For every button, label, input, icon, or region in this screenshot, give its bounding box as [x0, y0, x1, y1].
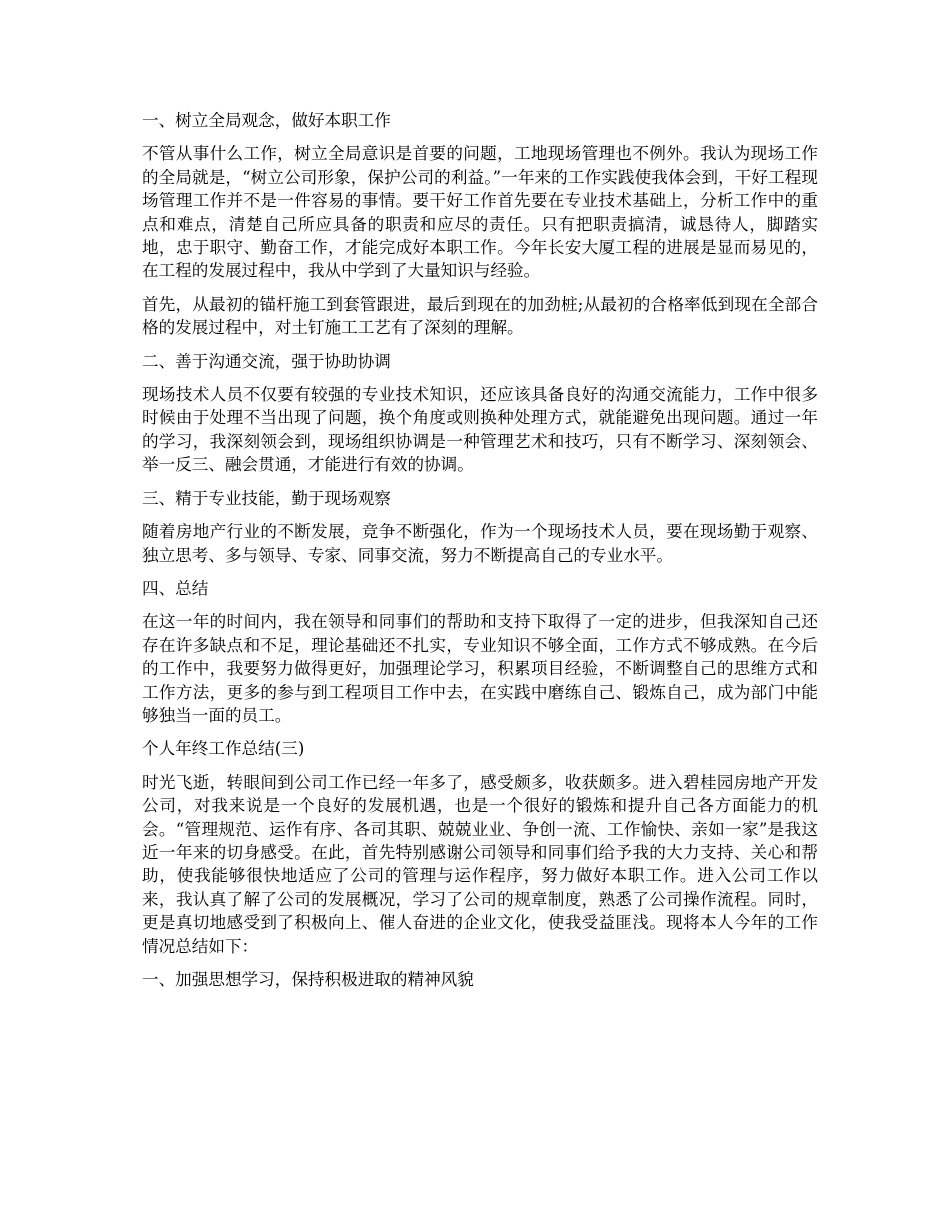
section-heading: 一、加强思想学习，保持积极进取的精神风貌 [142, 970, 474, 989]
section-heading: 二、善于沟通交流，强于协助协调 [142, 351, 391, 371]
body-paragraph: 现场技术人员不仅要有较强的专业技术知识，还应该具备良好的沟通交流能力，工作中很多时候由于处理不当出现了问题，换个角度或则换种处理方式，就能避免出现问题。通过一年的学习，我深刻领会到，现场组织协调是一种管理艺术和技巧，只有不断学习、深刻领会、举一反三、融会贯通，才能进行有效的协调。 [142, 385, 818, 475]
section-heading: 三、精于专业技能，勤于现场观察 [142, 488, 391, 508]
body-paragraph: 时光飞逝，转眼间到公司工作已经一年多了，感受颇多，收获颇多。进入碧桂园房地产开发公司，对我来说是一个良好的发展机遇，也是一个很好的锻炼和提升自己各方面能力的机会。“管理规范、运作有序、各司其职、兢兢业业、争创一流、工作愉快、亲如一家”是我这近一年来的切身感受。在此，首先特别感谢公司领导和同事们给予我的大力支持、关心和帮助，使我能够很快地适应了公司的管理与运作程序，努力做好本职工作。进入公司工作以来，我认真了解了公司的发展概况，学习了公司的规章制度，熟悉了公司操作流程。同时，更是真切地感受到了积极向上、催人奋进的企业文化，使我受益匪浅。现将本人今年的工作情况总结如下： [142, 772, 818, 956]
section-heading: 四、总结 [142, 578, 209, 598]
body-paragraph: 在这一年的时间内，我在领导和同事们的帮助和支持下取得了一定的进步，但我深知自己还存在许多缺点和不足，理论基础还不扎实，专业知识不够全面，工作方式不够成熟。在今后的工作中，我要努力做得更好，加强理论学习，积累项目经验，不断调整自己的思维方式和工作方法，更多的参与到工程项目工作中去，在实践中磨练自己、锻炼自己，成为部门中能够独当一面的员工。 [142, 612, 818, 725]
document-body [142, 109, 818, 1001]
document-subtitle: 个人年终工作总结(三) [142, 739, 305, 759]
section-heading: 一、树立全局观念，做好本职工作 [142, 111, 391, 130]
body-paragraph: 随着房地产行业的不断发展，竞争不断强化，作为一个现场技术人员，要在现场勤于观察、独立思考、多与领导、专家、同事交流，努力不断提高自己的专业水平。 [142, 522, 818, 565]
body-paragraph: 不管从事什么工作，树立全局意识是首要的问题，工地现场管理也不例外。我认为现场工作的全局就是，“树立公司形象，保护公司的利益。”一年来的工作实践使我体会到，干好工程现场管理工作并不是一件容易的事情。要干好工作首先要在专业技术基础上，分析工作中的重点和难点，清楚自己所应具备的职责和应尽的责任。只有把职责搞清，诚恳待人，脚踏实地，忠于职守、勤奋工作，才能完成好本职工作。今年长安大厦工程的进展是显而易见的，在工程的发展过程中，我从中学到了大量知识与经验。 [142, 144, 818, 281]
body-paragraph: 首先，从最初的锚杆施工到套管跟进，最后到现在的加劲桩;从最初的合格率低到现在全部合格的发展过程中，对土钉施工工艺有了深刻的理解。 [142, 294, 818, 338]
